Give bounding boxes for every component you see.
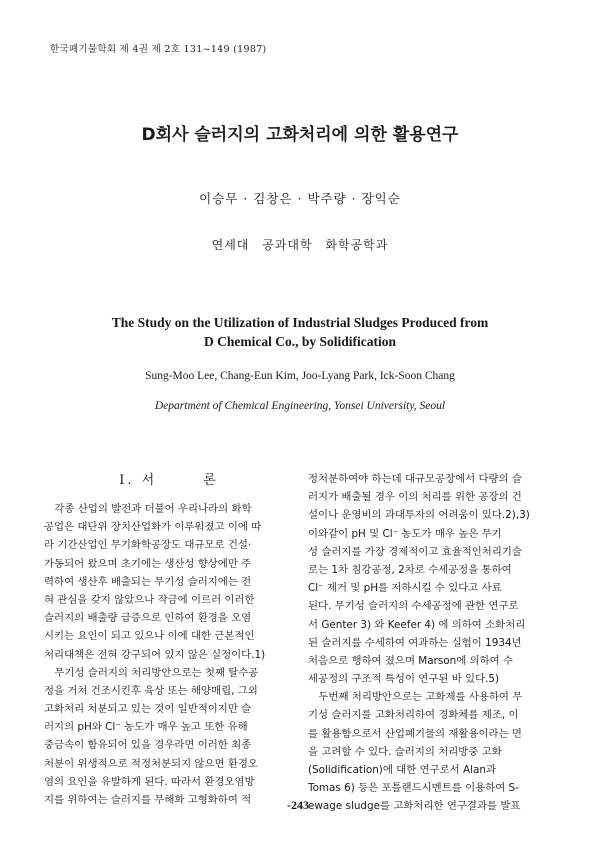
text-line: 러지의 pH와 Cl⁻ 농도가 매우 높고 또한 유해 xyxy=(44,721,248,734)
text-line: 성 슬러지를 가장 경제적이고 효율적인처리기술 xyxy=(308,545,522,558)
korean-authors: 이승무 · 김창은 · 박주량 · 장익순 xyxy=(199,191,401,206)
text-line: 된 슬러지를 수세하여 여과하는 실험이 1934년 xyxy=(308,636,522,649)
right-column-text xyxy=(308,470,558,816)
page-number: -243- xyxy=(287,798,313,812)
text-line: ewage sludge를 고화처리한 연구결과를 발표 xyxy=(308,800,521,813)
text-line: 이와같이 pH 및 Cl⁻ 농도가 매우 높은 무기 xyxy=(308,527,502,540)
journal-header: 한국폐기물학회 제 4권 제 2호 131~149 (1987) xyxy=(50,44,267,55)
right-column xyxy=(308,470,558,816)
text-line: 설이나 운영비의 과대투자의 어려움이 있다.2),3) xyxy=(308,509,530,522)
text-line: 공업은 대단위 장치산업화가 이루워졌고 이에 따 xyxy=(44,521,262,534)
english-authors: Sung-Moo Lee, Chang-Eun Kim, Joo-Lyang Park, Ick-Soon Chang xyxy=(145,370,455,382)
text-line: 러지가 배출될 경우 이의 처리를 위한 공장의 건 xyxy=(308,491,522,504)
section-title-part1: 서 xyxy=(141,473,158,488)
text-line: 고화처리 처분되고 있는 것이 일반적이지만 슬 xyxy=(44,703,252,716)
korean-affiliation: 연세대 공과대학 화학공학과 xyxy=(211,238,389,252)
text-line: 무기성 슬러지의 처리방안으로는 첫째 탈수공 xyxy=(44,666,259,679)
section-heading xyxy=(44,472,294,490)
text-line: 지를 위하여는 슬러지를 무해화 고형화하여 적 xyxy=(44,794,252,806)
text-line: 염의 요인을 유발하게 된다. 따라서 환경오염방 xyxy=(44,775,255,788)
text-line: 정을 거쳐 건조시킨후 육상 또는 해양매립, 그외 xyxy=(44,684,258,697)
text-line: (Solidification)에 대한 연구로서 Alan과 xyxy=(308,764,496,776)
text-line: 서 Genter 3) 와 Keefer 4) 에 의하여 소화처리 xyxy=(308,618,526,631)
text-line: 을 고려할 수 있다. 슬러지의 처리방중 고화 xyxy=(308,745,502,758)
section-number: I. xyxy=(119,473,135,488)
text-line: 력하여 생산후 배출되는 무기성 슬러지에는 전 xyxy=(44,575,252,588)
text-line: 로는 1차 침강공정, 2차로 수세공정을 통하여 xyxy=(308,563,512,576)
english-title xyxy=(0,313,600,351)
text-line: 기성 슬러지를 고화처리하여 경화체를 제조, 이 xyxy=(308,709,519,722)
english-title-line2: D Chemical Co., by Solidification xyxy=(203,334,396,349)
text-line: 처분이 위생적으로 적정처분되지 않으면 환경오 xyxy=(44,757,258,770)
text-line: 가동되어 왔으며 초기에는 생산성 향상에만 주 xyxy=(44,557,252,570)
english-affiliation: Department of Chemical Engineering, Yonsei University, Seoul xyxy=(154,400,446,412)
text-line: 라 기간산업인 무기화학공장도 대규모로 건설· xyxy=(44,539,252,552)
text-line: 두번째 처리방안으로는 고화제를 사용하여 무 xyxy=(308,691,523,704)
text-line: 혀 관심을 갖지 않았으나 작금에 이르러 이러한 xyxy=(44,593,255,606)
text-line: Cl⁻ 제거 및 pH를 저하시킬 수 있다고 사료 xyxy=(308,582,502,595)
left-column-text xyxy=(44,500,294,809)
text-line: 시키는 요인이 되고 있으나 이에 대한 근본적인 xyxy=(44,630,255,643)
text-line: Tomas 6) 등은 포틀랜드시멘트를 이용하여 S- xyxy=(308,782,519,795)
text-line: 중금속이 함유되어 있을 경우라면 이러한 최종 xyxy=(44,739,252,752)
text-line: 각종 산업의 발전과 더불어 우리나라의 화학 xyxy=(44,503,252,515)
text-line: 를 활용함으로서 산업폐기물의 재활용이라는 면 xyxy=(308,727,522,740)
text-line: 처리대책은 전혀 강구되어 있지 않은 실정이다.1) xyxy=(44,648,266,661)
text-line: 정처분하여야 하는데 대규모공장에서 다량의 슬 xyxy=(308,473,522,485)
text-line: 슬러지의 배출량 급증으로 인하여 환경을 오염 xyxy=(44,612,252,625)
text-line: 된다. 무기성 슬러지의 수세공정에 관한 연구로 xyxy=(308,600,519,613)
korean-title: D회사 슬러지의 고화처리에 의한 활용연구 xyxy=(141,125,459,145)
english-title-line1: The Study on the Utilization of Industrial Sludges Produced from xyxy=(111,315,489,330)
section-title-part2: 론 xyxy=(203,473,219,488)
left-column xyxy=(44,472,294,809)
text-line: 처음으로 행하여 졌으며 Marson에 의하여 수 xyxy=(308,654,514,667)
text-line: 세공정의 구조적 특성이 연구된 바 있다.5) xyxy=(308,673,500,686)
